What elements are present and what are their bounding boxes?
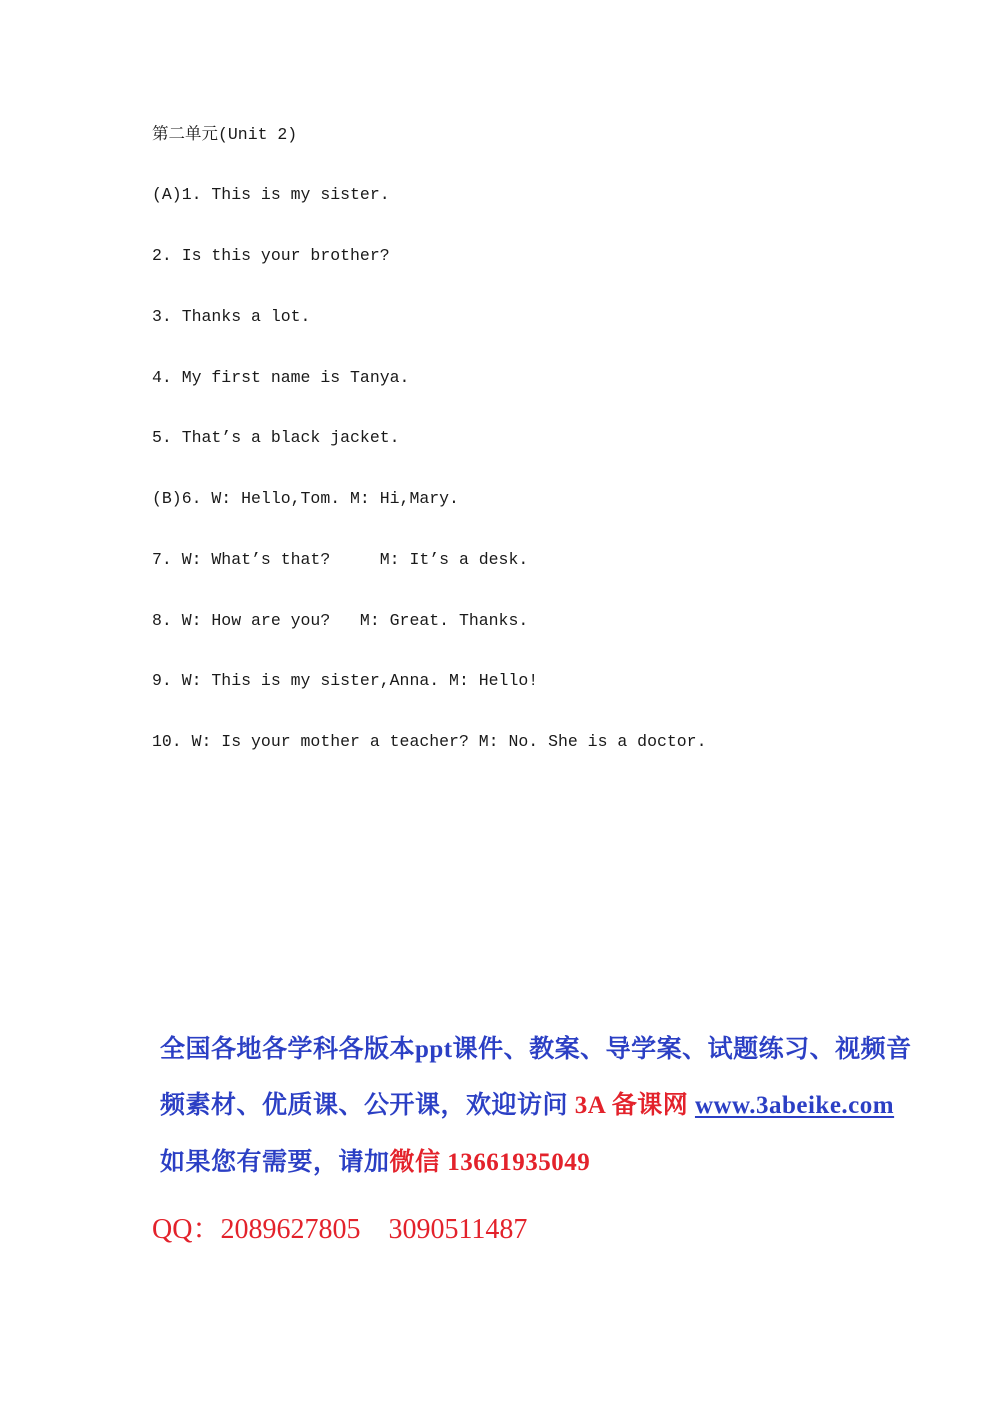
website-link[interactable]: www.3abeike.com bbox=[694, 1092, 895, 1119]
listening-line-8: 8. W: How are you? M: Great. Thanks. bbox=[152, 611, 529, 630]
qq-line bbox=[152, 1213, 527, 1247]
promo-line-3 bbox=[160, 1148, 590, 1178]
unit-heading: 第二单元(Unit 2) bbox=[152, 125, 298, 144]
listening-line-2: 2. Is this your brother? bbox=[152, 246, 390, 265]
listening-line-7: 7. W: What’s that? M: It’s a desk. bbox=[152, 550, 529, 569]
qq-number-1: 2089627805 bbox=[220, 1214, 361, 1245]
promo-line-2 bbox=[160, 1091, 894, 1121]
listening-line-9: 9. W: This is my sister,Anna. M: Hello! bbox=[152, 671, 539, 690]
listening-line-6: (B)6. W: Hello,Tom. M: Hi,Mary. bbox=[152, 489, 459, 508]
listening-line-5: 5. That’s a black jacket. bbox=[152, 428, 400, 447]
brand-name: 3A 备课网 bbox=[574, 1092, 689, 1119]
promo-line-2-text: 频素材、优质课、公开课，欢迎访问 bbox=[160, 1092, 569, 1119]
listening-line-3: 3. Thanks a lot. bbox=[152, 307, 311, 326]
listening-line-4: 4. My first name is Tanya. bbox=[152, 368, 410, 387]
promo-line-1: 全国各地各学科各版本ppt课件、教案、导学案、试题练习、视频音 bbox=[160, 1036, 912, 1063]
promo-line-3-text: 如果您有需要，请加 bbox=[160, 1149, 390, 1176]
qq-number-2: 3090511487 bbox=[388, 1214, 528, 1245]
listening-line-10: 10. W: Is your mother a teacher? M: No. She is a doctor. bbox=[152, 732, 707, 751]
listening-line-1: (A)1. This is my sister. bbox=[152, 185, 390, 204]
wechat-contact: 微信 13661935049 bbox=[389, 1149, 591, 1176]
qq-label: QQ： bbox=[152, 1214, 221, 1245]
